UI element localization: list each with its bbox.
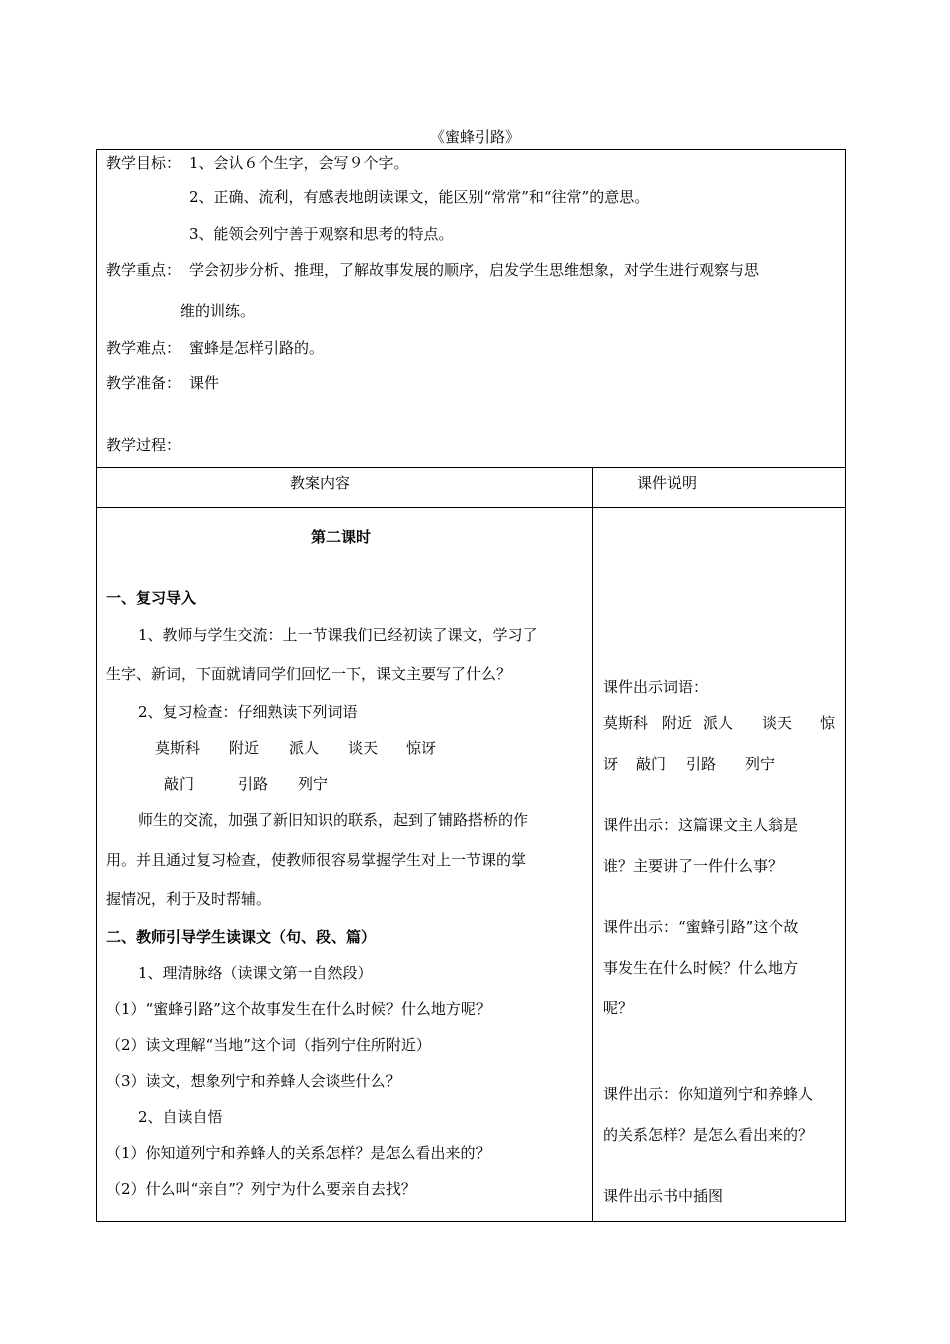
note-word: 谈天 (762, 714, 793, 732)
table-divider-columns (96, 507, 846, 508)
word-item: 谈天 (348, 739, 379, 757)
note-5: 课件出示书中插图 (603, 1187, 724, 1205)
note-word: 莫斯科 (603, 714, 649, 732)
note-4-line-1: 课件出示：你知道列宁和养蜂人 (603, 1085, 814, 1103)
focus-line-2: 维的训练。 (180, 302, 256, 320)
column-header-notes: 课件说明 (637, 474, 698, 492)
s1-paragraph-2: 2、复习检查：仔细熟读下列词语 (138, 703, 358, 721)
lesson-heading: 第二课时 (311, 528, 372, 546)
note-word: 派人 (703, 714, 734, 732)
s1-paragraph-3-line-3: 握情况，利于及时帮辅。 (106, 890, 272, 908)
note-word: 引路 (686, 755, 717, 773)
word-item: 敲门 (164, 775, 195, 793)
s2-question-3: （3）读文，想象列宁和养蜂人会谈些什么？ (106, 1072, 401, 1090)
note-2-line-1: 课件出示：这篇课文主人翁是 (603, 816, 799, 834)
focus-line-1: 学会初步分析、推理，了解故事发展的顺序，启发学生思维想象，对学生进行观察与思 (189, 261, 760, 279)
word-item: 附近 (229, 739, 260, 757)
s2-paragraph-1: 1、理清脉络（读课文第一自然段） (138, 964, 373, 982)
difficulty-text: 蜜蜂是怎样引路的。 (189, 339, 325, 357)
difficulty-label: 教学难点： (106, 339, 182, 357)
goal-3: 3、能领会列宁善于观察和思考的特点。 (189, 225, 454, 243)
s2-question-2: （2）读文理解“当地”这个词（指列宁住所附近） (106, 1036, 431, 1054)
section-1-title: 一、复习导入 (106, 589, 197, 607)
note-word: 讶 (603, 755, 619, 773)
note-3-line-2: 事发生在什么时候？什么地方 (603, 959, 799, 977)
focus-label: 教学重点： (106, 261, 182, 279)
word-item: 惊讶 (406, 739, 437, 757)
s1-paragraph-3-line-1: 师生的交流，加强了新旧知识的联系，起到了铺路搭桥的作 (138, 811, 529, 829)
prep-text: 课件 (189, 374, 220, 392)
document-title: 《蜜蜂引路》 (429, 128, 520, 146)
table-column-divider (592, 467, 593, 1222)
s2-question-1: （1）“蜜蜂引路”这个故事发生在什么时候？什么地方呢？ (106, 1000, 491, 1018)
s1-paragraph-3-line-2: 用。并且通过复习检查，使教师很容易掌握学生对上一节课的掌 (106, 851, 527, 869)
goal-2: 2、正确、流利，有感表地朗读课文，能区别“常常”和“往常”的意思。 (189, 188, 650, 206)
section-2-title: 二、教师引导学生读课文（句、段、篇） (106, 928, 377, 946)
word-item: 莫斯科 (155, 739, 201, 757)
note-word: 敲门 (636, 755, 667, 773)
word-item: 列宁 (298, 775, 329, 793)
s1-paragraph-1-line-1: 1、教师与学生交流：上一节课我们已经初读了课文，学习了 (138, 626, 538, 644)
goal-label: 教学目标： (106, 154, 182, 172)
note-word: 列宁 (745, 755, 776, 773)
note-word: 惊 (820, 714, 836, 732)
note-4-line-2: 的关系怎样？是怎么看出来的？ (603, 1126, 814, 1144)
note-3-line-3: 呢？ (603, 999, 634, 1017)
note-word: 附近 (662, 714, 693, 732)
prep-label: 教学准备： (106, 374, 182, 392)
s2-paragraph-2: 2、自读自悟 (138, 1108, 223, 1126)
table-divider-header (96, 467, 846, 468)
note-1-label: 课件出示词语： (603, 678, 709, 696)
goal-1: 1、会认６个生字，会写９个字。 (189, 154, 409, 172)
note-3-line-1: 课件出示：“蜜蜂引路”这个故 (603, 918, 799, 936)
note-2-line-2: 谁？主要讲了一件什么事？ (603, 857, 784, 875)
process-label: 教学过程： (106, 436, 182, 454)
word-item: 派人 (289, 739, 320, 757)
s1-paragraph-1-line-2: 生字、新词，下面就请同学们回忆一下，课文主要写了什么？ (106, 665, 512, 683)
word-item: 引路 (238, 775, 269, 793)
column-header-content: 教案内容 (290, 474, 351, 492)
s2-question-4: （1）你知道列宁和养蜂人的关系怎样？是怎么看出来的？ (106, 1144, 491, 1162)
s2-question-5: （2）什么叫“亲自”？列宁为什么要亲自去找？ (106, 1180, 416, 1198)
